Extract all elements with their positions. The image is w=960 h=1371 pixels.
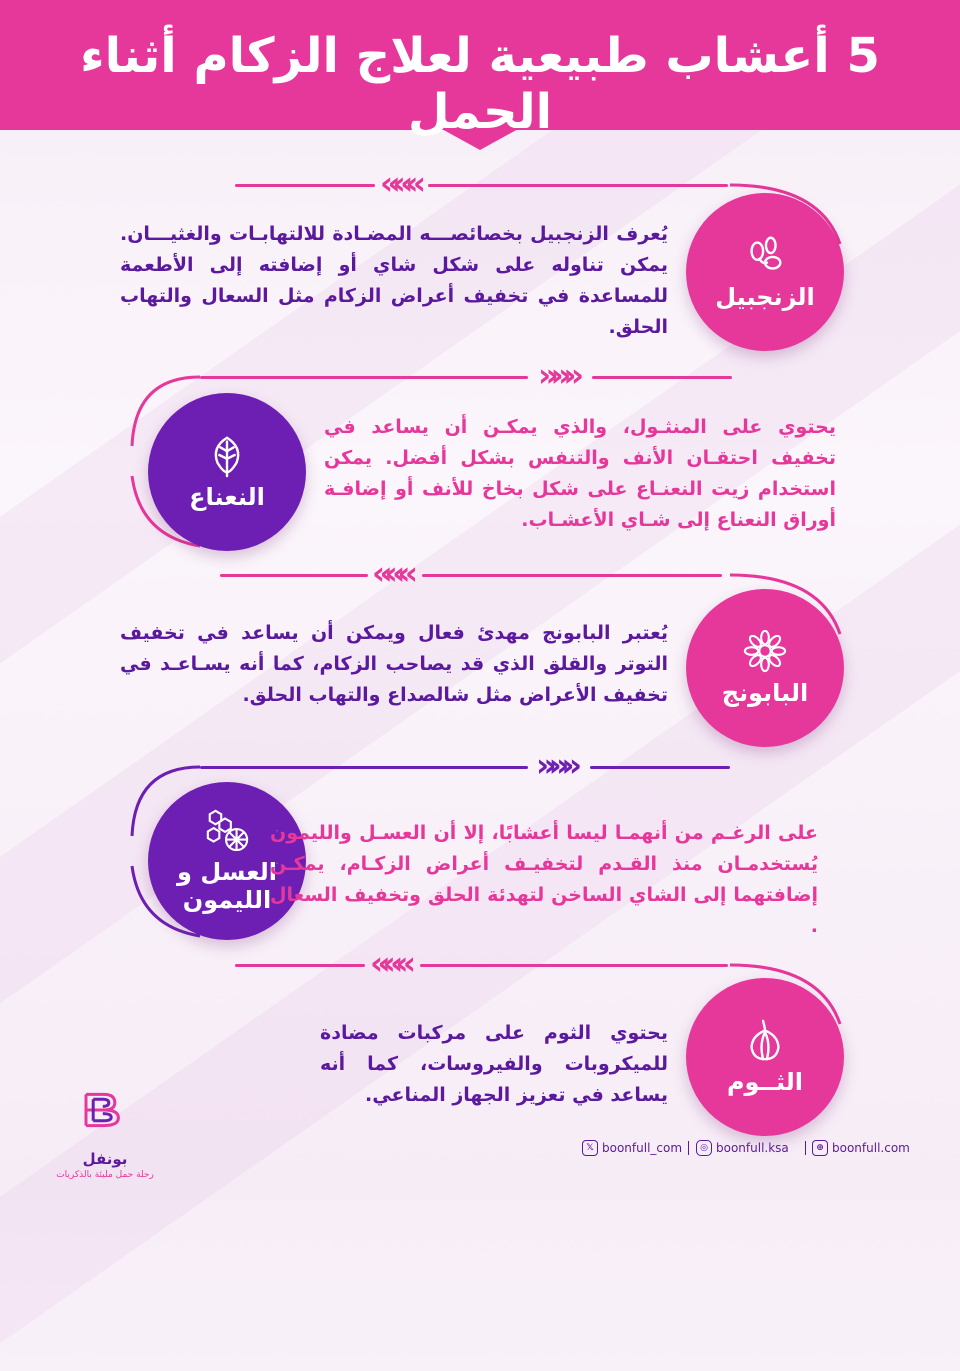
chevron-left-icon: ««« — [372, 554, 411, 592]
ginger-icon — [742, 232, 788, 278]
separator-line — [220, 574, 368, 577]
social-divider — [805, 1141, 806, 1155]
item-circle-chamomile — [686, 589, 844, 747]
separator-line — [235, 964, 365, 967]
social-x[interactable] — [582, 1140, 682, 1156]
item-description: يحتوي الثوم على مركبات مضادة للميكروبات والفيروسات، كما أنه يساعد في تعزيز الجهاز المناعي. — [320, 1022, 668, 1106]
item-description: يُعتبر البابونج مهدئ فعال ويمكن أن يساعد في تخفيف التوتر والقلق الذي قد يصاحب الزكام، كما أنه يسـاعـد في تخفيف الأعراض مثل شالصداع والتهاب الحلق. — [120, 622, 668, 706]
separator-line — [592, 376, 732, 379]
social-handle: boonfull.com — [832, 1141, 910, 1155]
x-icon: 𝕏 — [582, 1140, 598, 1156]
honey-lemon-icon — [204, 807, 250, 853]
item-description: على الرغـم من أنهمـا ليسا أعشابًا، إلا أن العسـل والليمون يُستخدمـان منذ القـدم لتخفيـف أعراض الزكـام، يمكـن إضافتهما إلى الشاي الساخن لتهدئة الحلق وتخفيف السعال . — [270, 822, 818, 937]
chevron-left-icon: ««« — [370, 944, 409, 982]
mint-leaf-icon — [204, 432, 250, 478]
separator-line — [422, 574, 722, 577]
chevron-right-icon: »»» — [536, 746, 575, 784]
chevron-right-icon: »»» — [538, 356, 577, 394]
item-label: العسل و الليمون — [177, 858, 277, 914]
item-circle-ginger — [686, 193, 844, 351]
chevron-left-icon: ««« — [380, 164, 419, 202]
item-label: النعناع — [189, 483, 265, 512]
social-instagram[interactable] — [696, 1140, 789, 1156]
item-description: يحتوي على المنثـول، والذي يمكـن أن يساعد في تخفيف احتقـان الأنف والتنفس بشكل أفضل. يمكن استخدام زيت النعنـاع على شكل بخاخ للأنف أو إضافـة أوراق النعناع إلى شـاي الأعشـاب. — [324, 416, 836, 531]
separator-line — [420, 964, 728, 967]
social-web[interactable] — [812, 1140, 910, 1156]
brand-name: بونفل — [82, 1150, 128, 1168]
social-divider — [688, 1141, 689, 1155]
page-title: 5 أعشاب طبيعية لعلاج الزكام أثناء الحمل — [80, 28, 880, 140]
social-handle: boonfull_com — [602, 1141, 683, 1155]
item-label: الثــوم — [726, 1068, 804, 1097]
item-circle-garlic — [686, 978, 844, 1136]
web-icon: ⊕ — [812, 1140, 828, 1156]
item-circle-mint — [148, 393, 306, 551]
separator-line — [590, 766, 730, 769]
chamomile-flower-icon — [742, 628, 788, 674]
item-label: الزنجبيل — [715, 283, 815, 312]
brand-tagline: رحلة حمل مليئة بالذكريات — [56, 1170, 154, 1180]
garlic-icon — [742, 1017, 788, 1063]
separator-line — [235, 184, 375, 187]
brand-logo — [40, 1092, 180, 1152]
item-label: البابونج — [721, 679, 809, 708]
item-description: يُعرف الزنجبيل بخصائصـــه المضـادة للالتهابـات والغثيـــان. يمكن تناوله على شكل شاي أو إضافته إلى الأطعمة للمساعدة في تخفيف أعراض الزكام مثل السعال والتهاب الحلق. — [120, 223, 668, 338]
separator-line — [428, 184, 728, 187]
instagram-icon: ◎ — [696, 1140, 712, 1156]
social-handle: boonfull.ksa — [716, 1141, 789, 1155]
